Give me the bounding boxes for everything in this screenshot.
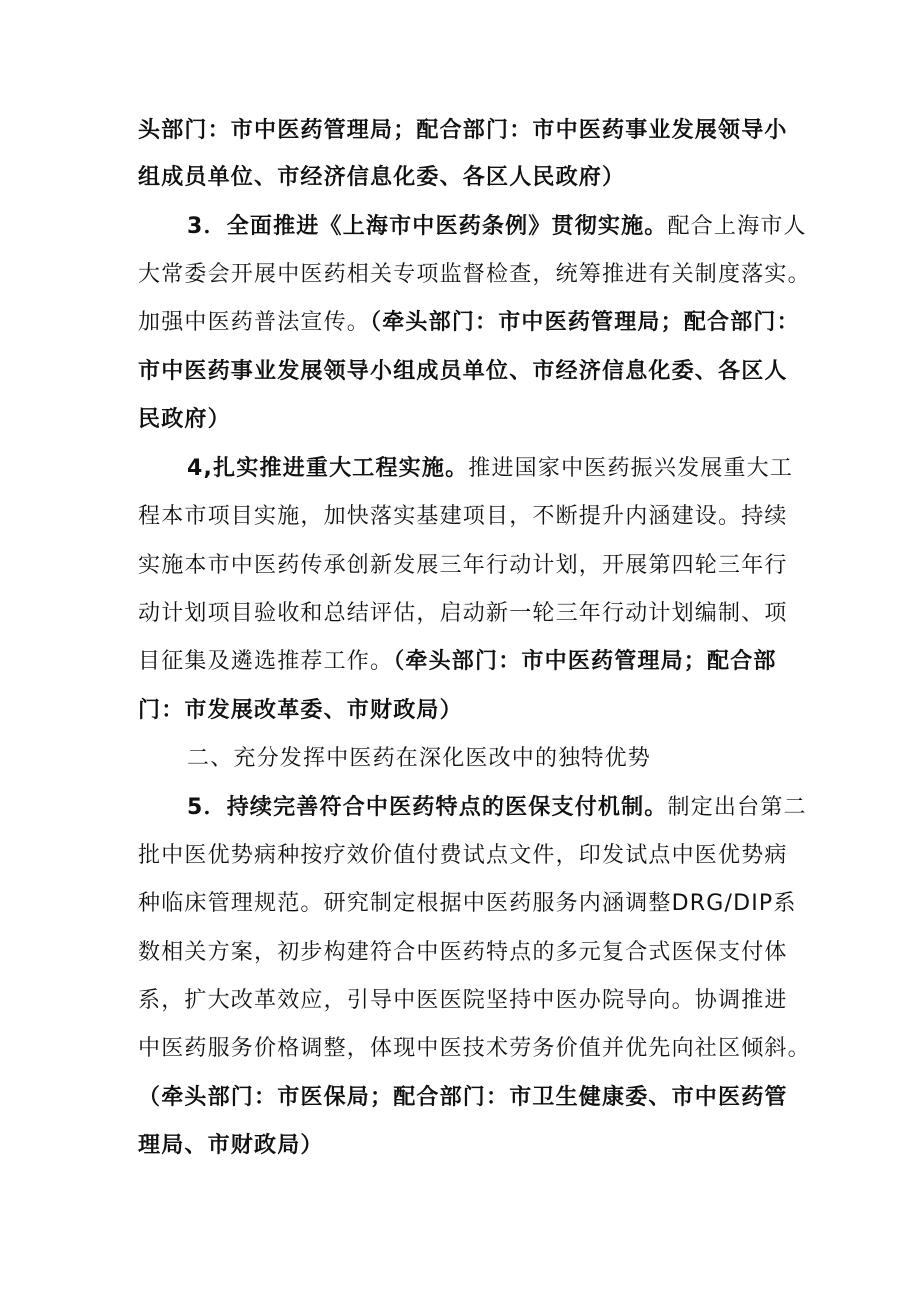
body-text: 批中医优势病种按疗效价值付费试点文件，印发试点中医优势病	[138, 843, 788, 868]
text-line	[138, 405, 231, 435]
text-line	[138, 647, 777, 677]
bold-text: （牵头部门：市中医药管理局；配合部	[393, 649, 777, 674]
bold-text: （牵头部门：市医保局；配合部门：市卫生健康委、市中医药管	[138, 1085, 788, 1110]
body-text: 数相关方案，初步构建符合中医药特点的多元复合式医保支付体	[138, 940, 788, 965]
section-2-heading: 二、充分发挥中医药在深化医改中的独特优势	[187, 746, 652, 771]
bold-text: 头部门：市中医药管理局；配合部门：市中医药事业发展领导小	[138, 118, 788, 143]
body-text: 系，扩大改革效应，引导中医医院坚持中医办院导向。协调推进	[138, 988, 788, 1013]
text-line	[138, 599, 788, 629]
text-line	[138, 1083, 788, 1113]
body-text: 配合上海市人	[667, 214, 807, 239]
bold-text: 门：市发展改革委、市财政局）	[138, 698, 463, 723]
item-3-heading-line	[187, 212, 807, 242]
body-text: 推进国家中医药振兴发展重大工	[468, 456, 794, 481]
text-line	[138, 696, 463, 726]
item-4-heading: 4,扎实推进重大工程实施。	[187, 456, 469, 481]
section-2-heading-line	[187, 744, 651, 774]
body-text: 大常委会开展中医药相关专项监督检查，统筹推进有关制度落实。	[138, 262, 811, 287]
text-line	[138, 986, 788, 1016]
body-text: 中医药服务价格调整，体现中医技术劳务价值并优先向社区倾斜。	[138, 1036, 811, 1061]
body-text: 制定出台第二	[667, 795, 807, 820]
text-line	[138, 1034, 811, 1064]
bold-text: 组成员单位、市经济信息化委、各区人民政府）	[138, 165, 626, 190]
text-line	[138, 1131, 324, 1161]
text-line	[138, 116, 788, 146]
text-line	[138, 502, 788, 532]
bold-text: 市中医药事业发展领导小组成员单位、市经济信息化委、各区人	[138, 359, 788, 384]
item-5-heading: 5．持续完善符合中医药特点的医保支付机制。	[187, 795, 668, 820]
item-5-heading-line	[187, 793, 807, 823]
text-line	[138, 308, 800, 338]
body-text: 实施本市中医药传承创新发展三年行动计划，开展第四轮三年行	[138, 553, 788, 578]
body-text: 种临床管理规范。研究制定根据中医药服务内涵调整DRG/DIP系	[138, 891, 797, 916]
text-line	[138, 841, 788, 871]
text-line	[138, 889, 797, 919]
item-3-heading: 3．全面推进《上海市中医药条例》贯彻实施。	[187, 214, 668, 239]
body-text: 程本市项目实施，加快落实基建项目，不断提升内涵建设。持续	[138, 504, 788, 529]
bold-text: 理局、市财政局）	[138, 1133, 324, 1158]
text-line	[138, 357, 788, 387]
text-line	[138, 551, 788, 581]
body-text: 目征集及遴选推荐工作。	[138, 649, 394, 674]
body-text: 加强中医药普法宣传。	[138, 310, 371, 335]
body-text: 动计划项目验收和总结评估，启动新一轮三年行动计划编制、项	[138, 601, 788, 626]
text-line	[138, 938, 788, 968]
item-4-heading-line	[187, 454, 793, 484]
text-line	[138, 260, 811, 290]
text-line	[138, 163, 625, 193]
bold-text: 民政府）	[138, 407, 231, 432]
bold-text: （牵头部门：市中医药管理局；配合部门：	[370, 310, 800, 335]
